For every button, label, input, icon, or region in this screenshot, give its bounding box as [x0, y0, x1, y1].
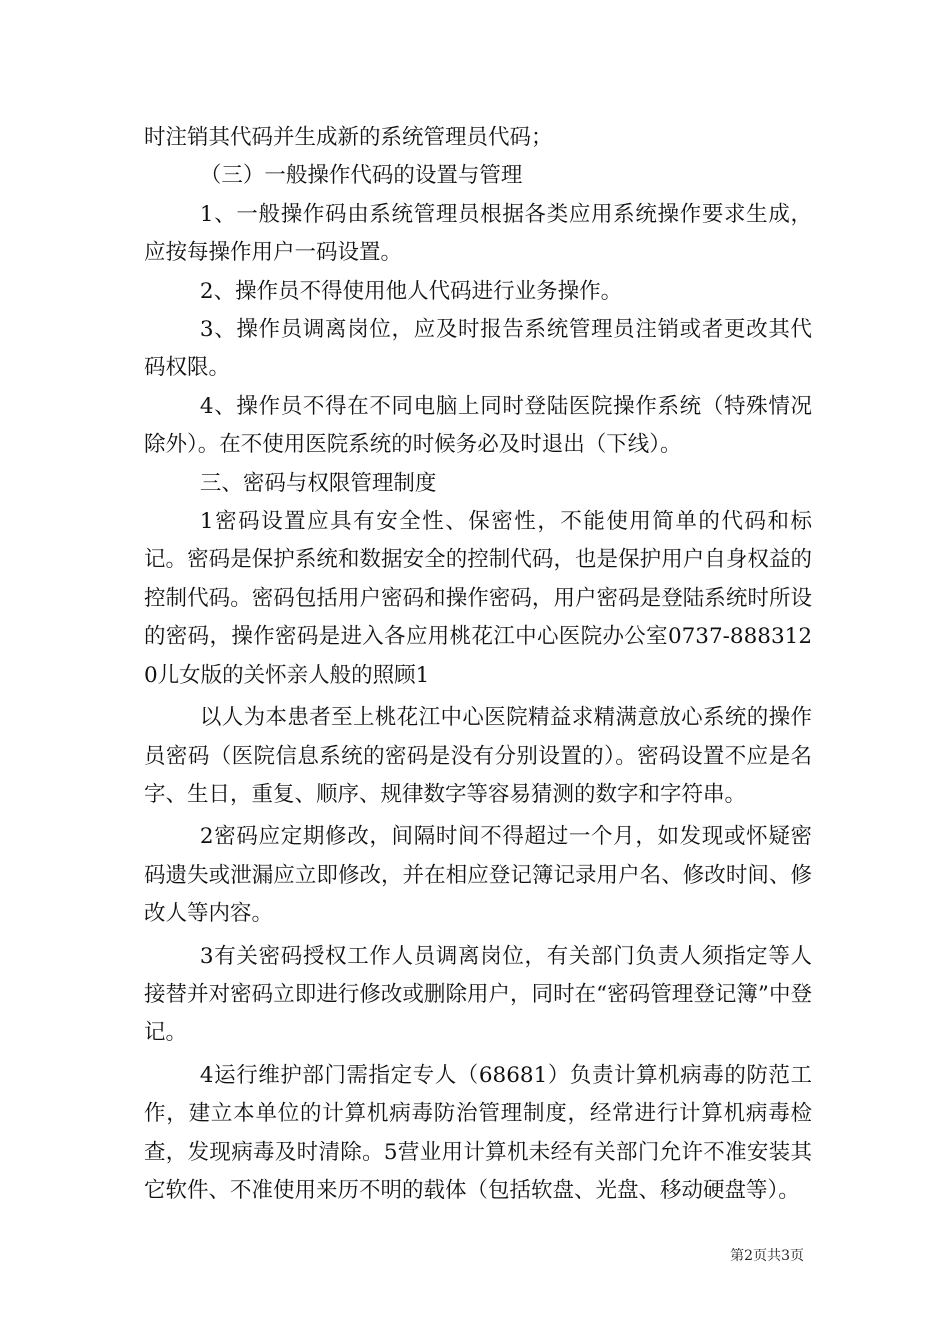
paragraph-continuation: 时注销其代码并生成新的系统管理员代码； — [144, 125, 553, 150]
paragraph-item-4: 4、操作员不得在不同电脑上同时登陆医院操作系统（特殊情况除外）。在不使用医院系统的时候务必及时退出（下线）。 — [144, 393, 812, 458]
paragraph-item-1: 1、一般操作码由系统管理员根据各类应用系统操作要求生成，应按每操作用户一码设置。 — [144, 201, 812, 266]
document-body — [144, 119, 812, 1210]
paragraph-item-3: 3、操作员调离岗位，应及时报告系统管理员注销或者更改其代码权限。 — [144, 317, 812, 381]
page-number: 第2页共3页 — [730, 1248, 804, 1264]
heading-general-operation-code: （三）一般操作代码的设置与管理 — [199, 163, 523, 189]
paragraph-item-2: 2、操作员不得使用他人代码进行业务操作。 — [199, 278, 623, 304]
paragraph-password-1: 1密码设置应具有安全性、保密性，不能使用简单的代码和标记。密码是保护系统和数据安全的控制代码，也是保护用户自身权益的控制代码。密码包括用户密码和操作密码，用户密码是登陆系统时所设的密码，操作密码是进入各应用桃花江中心医院办公室0737-8883120儿女版的关怀亲人般的照顾1 — [144, 509, 812, 688]
paragraph-password-3: 3有关密码授权工作人员调离岗位，有关部门负责人须指定等人接替并对密码立即进行修改或删除用户，同时在“密码管理登记簿”中登记。 — [144, 943, 812, 1046]
heading-password-permission: 三、密码与权限管理制度 — [199, 470, 437, 496]
paragraph-password-4-5: 4运行维护部门需指定专人（68681）负责计算机病毒的防范工作，建立本单位的计算机病毒防治管理制度，经常进行计算机病毒检查，发现病毒及时清除。5营业用计算机未经有关部门允许不准安装其它软件、不准使用来历不明的载体（包括软盘、光盘、移动硬盘等）。 — [144, 1062, 812, 1203]
paragraph-password-2: 2密码应定期修改，间隔时间不得超过一个月，如发现或怀疑密码遗失或泄漏应立即修改，并在相应登记簿记录用户名、修改时间、修改人等内容。 — [144, 824, 812, 927]
paragraph-password-1-continued: 以人为本患者至上桃花江中心医院精益求精满意放心系统的操作员密码（医院信息系统的密码是没有分别设置的）。密码设置不应是名字、生日，重复、顺序、规律数字等容易猜测的数字和字符串。 — [144, 705, 812, 807]
